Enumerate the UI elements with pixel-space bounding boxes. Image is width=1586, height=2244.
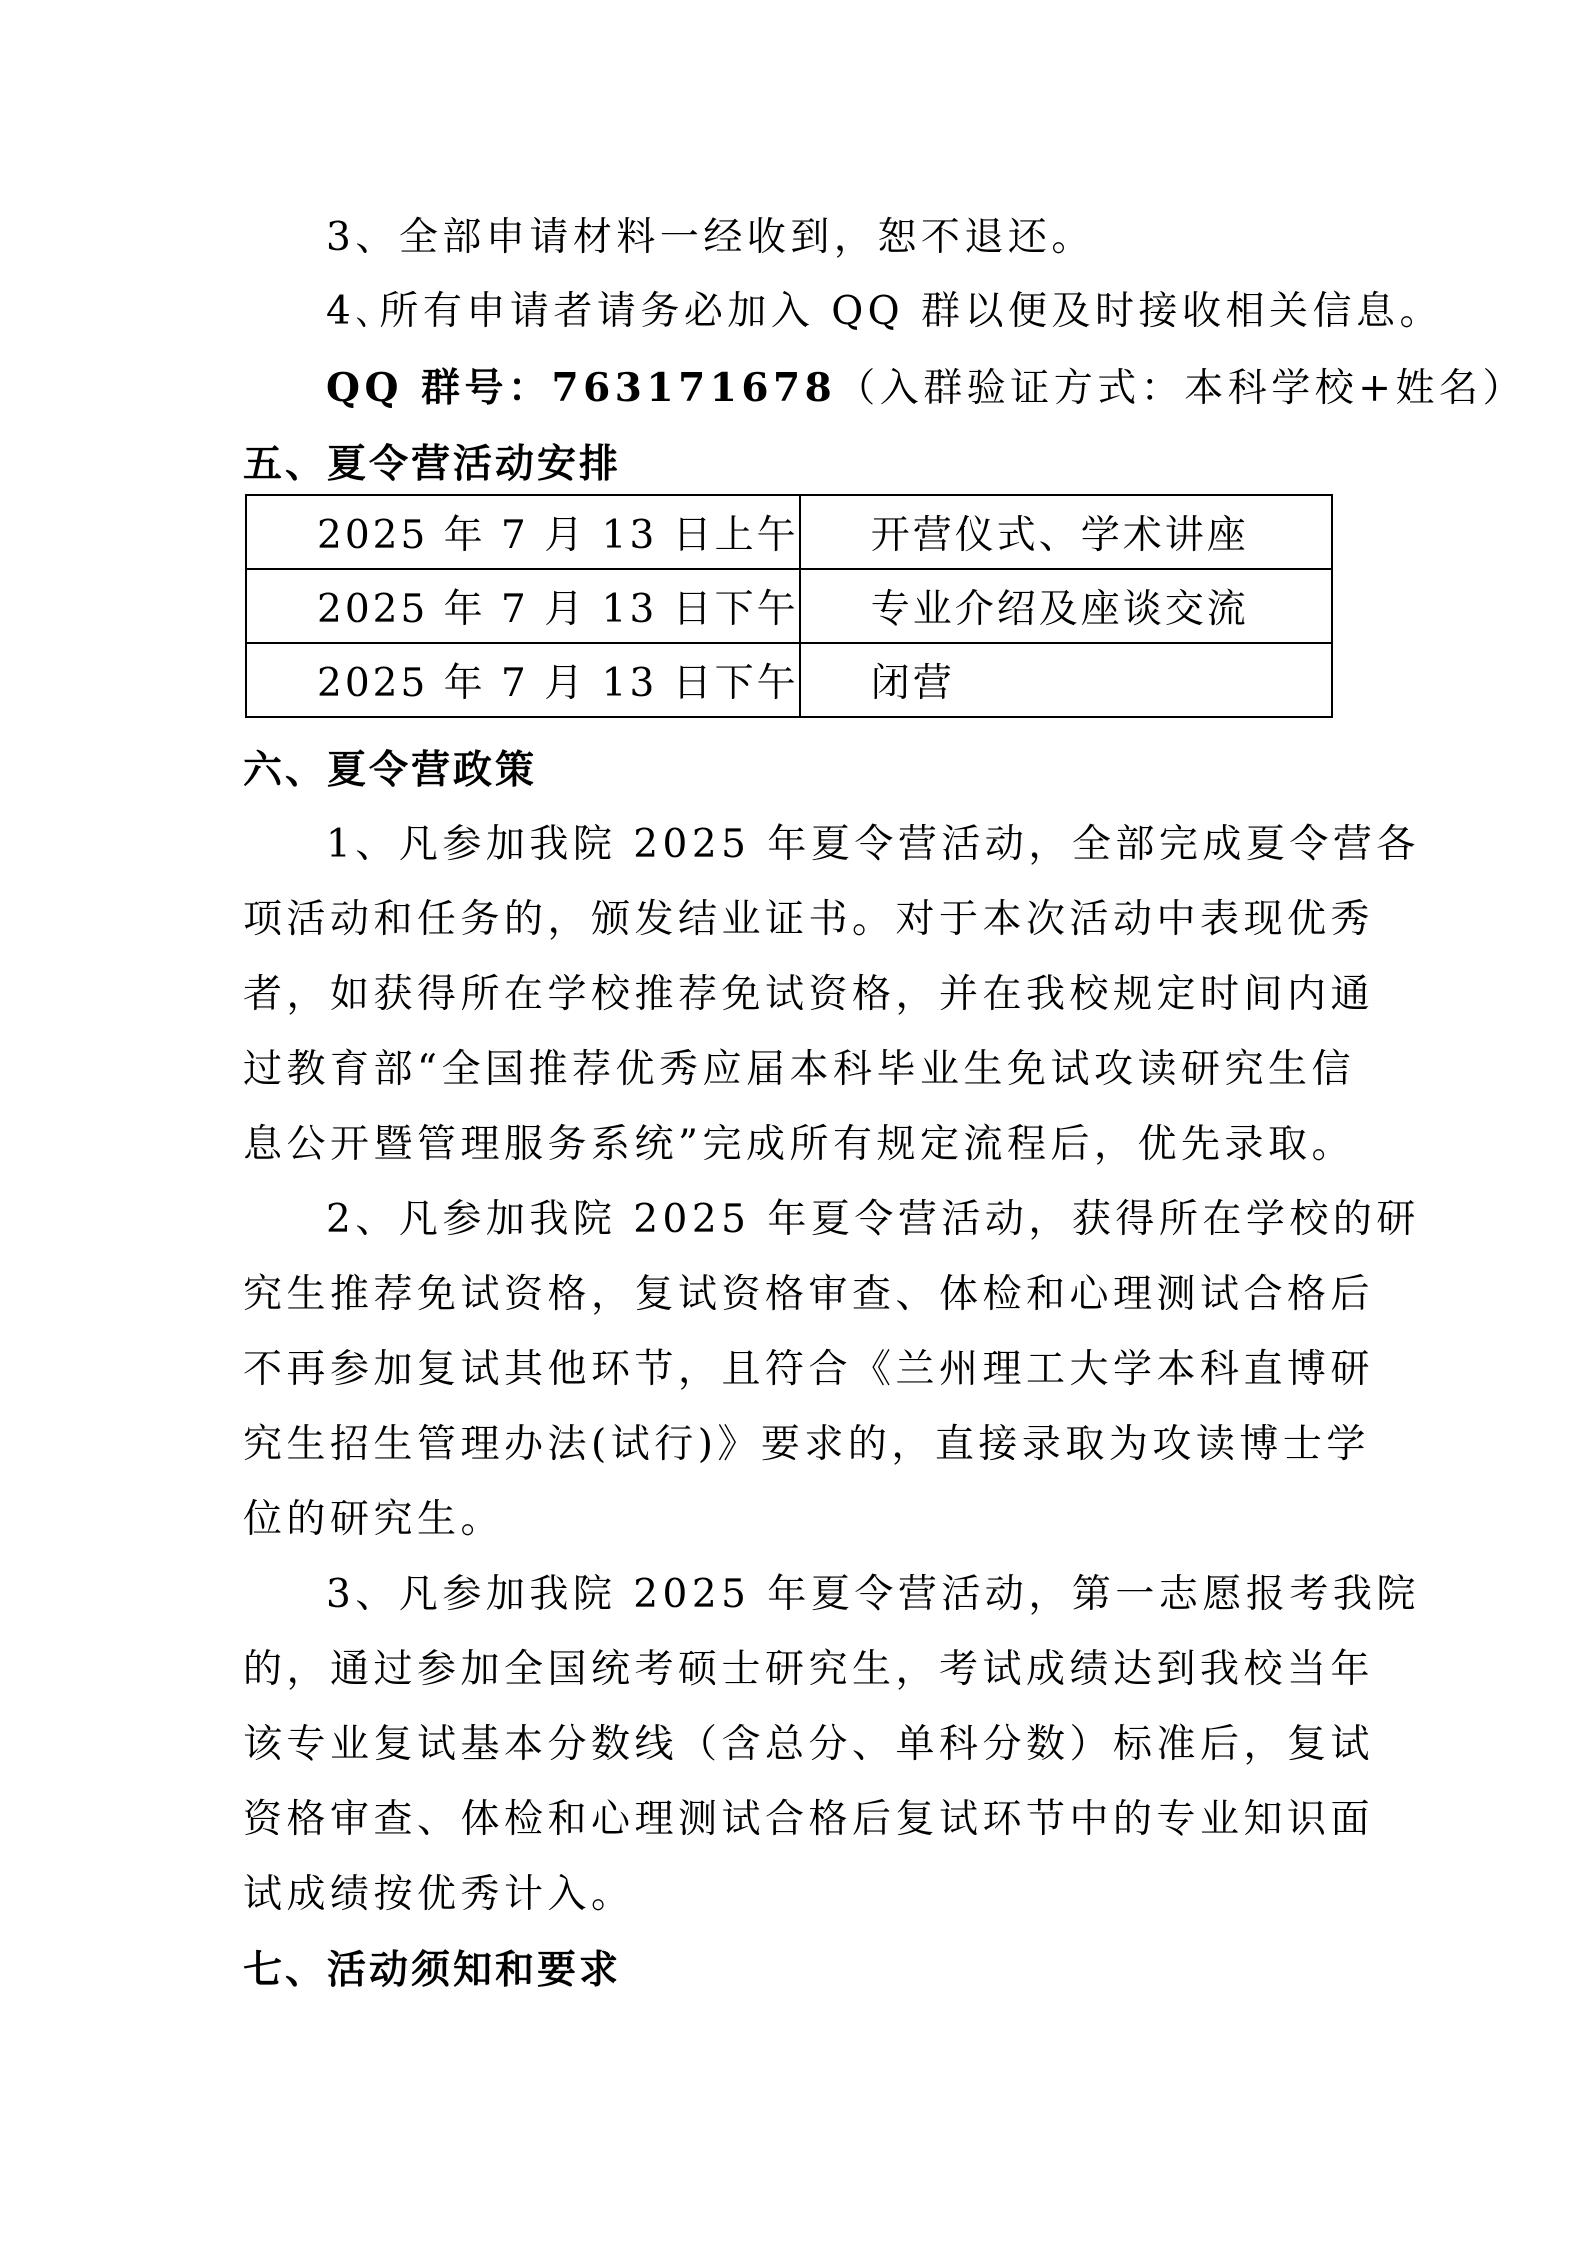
qq-group-number: 763171678 <box>551 365 837 411</box>
policy-1-line-5: 息公开暨管理服务系统”完成所有规定流程后，优先录取。 <box>243 1122 1355 1167</box>
section-6-heading: 六、夏令营政策 <box>243 747 538 793</box>
qq-verification-note: （入群验证方式：本科学校+姓名） <box>836 366 1526 411</box>
policy-3-line-4: 资格审查、体检和心理测试合格后复试环节中的专业知识面 <box>243 1797 1375 1842</box>
schedule-time: 2025 年 7 月 13 日下午 <box>246 569 800 643</box>
policy-2-line-5: 位的研究生。 <box>243 1497 505 1542</box>
policy-1-line-2: 项活动和任务的，颁发结业证书。对于本次活动中表现优秀 <box>243 897 1375 942</box>
policy-1-line-4: 过教育部“全国推荐优秀应届本科毕业生免试攻读研究生信 <box>243 1047 1355 1092</box>
policy-2-line-3: 不再参加复试其他环节，且符合《兰州理工大学本科直博研 <box>243 1347 1375 1392</box>
policy-3-line-1: 3、凡参加我院 2025 年夏令营活动，第一志愿报考我院 <box>326 1572 1420 1617</box>
policy-1-line-3: 者，如获得所在学校推荐免试资格，并在我校规定时间内通 <box>243 972 1375 1017</box>
table-row <box>246 643 1332 717</box>
policy-2-line-4: 究生招生管理办法(试行)》要求的，直接录取为攻读博士学 <box>243 1422 1370 1467</box>
policy-3-line-5: 试成绩按优秀计入。 <box>243 1872 635 1917</box>
policy-3-line-3: 该专业复试基本分数线（含总分、单科分数）标准后，复试 <box>243 1722 1375 1767</box>
policy-3-line-2: 的，通过参加全国统考硕士研究生，考试成绩达到我校当年 <box>243 1647 1375 1692</box>
schedule-time: 2025 年 7 月 13 日上午 <box>246 495 800 569</box>
schedule-time: 2025 年 7 月 13 日下午 <box>246 643 800 717</box>
policy-1-line-1: 1、凡参加我院 2025 年夏令营活动，全部完成夏令营各 <box>326 822 1420 867</box>
qq-group-label: QQ 群号： <box>326 365 552 411</box>
policy-2-line-2: 究生推荐免试资格，复试资格审查、体检和心理测试合格后 <box>243 1272 1375 1317</box>
section-7-heading: 七、活动须知和要求 <box>243 1947 622 1993</box>
item-3-text: 3、全部申请材料一经收到，恕不退还。 <box>326 215 1095 260</box>
table-row <box>246 569 1332 643</box>
qq-group-line <box>326 362 1526 415</box>
policy-2-line-1: 2、凡参加我院 2025 年夏令营活动，获得所在学校的研 <box>326 1197 1420 1242</box>
schedule-event: 开营仪式、学术讲座 <box>800 495 1332 569</box>
item-4-text: 4､所有申请者请务必加入 QQ 群以便及时接收相关信息。 <box>326 289 1444 334</box>
section-5-heading: 五、夏令营活动安排 <box>243 441 622 487</box>
table-row <box>246 495 1332 569</box>
schedule-table <box>245 494 1333 718</box>
schedule-event: 闭营 <box>800 643 1332 717</box>
schedule-event: 专业介绍及座谈交流 <box>800 569 1332 643</box>
